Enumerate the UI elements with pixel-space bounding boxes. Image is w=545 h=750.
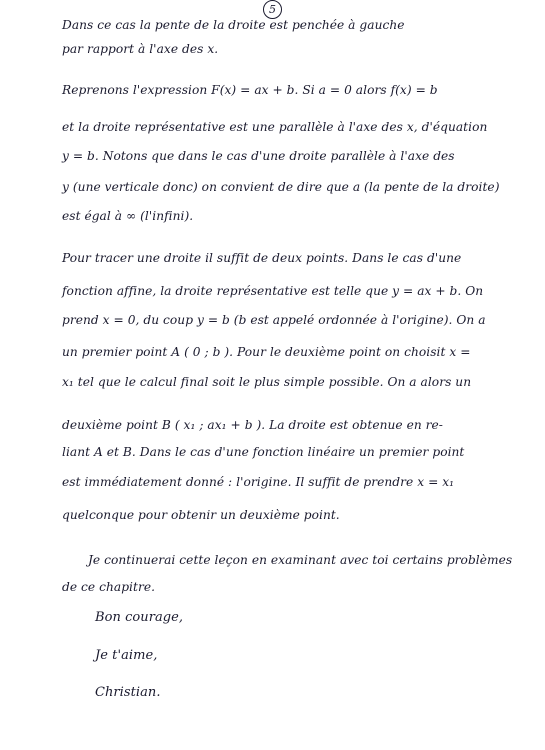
- text-line: et la droite représentative est une parallèle à l'axe des x, d'équation: [62, 120, 488, 134]
- text-line: Je continuerai cette leçon en examinant avec toi certains problèmes: [88, 553, 513, 567]
- text-line: prend x = 0, du coup y = b (b est appelé ordonnée à l'origine). On a: [62, 313, 486, 327]
- text-line: deuxième point B ( x₁ ; ax₁ + b ). La droite est obtenue en re-: [62, 418, 443, 432]
- text-line: par rapport à l'axe des x.: [62, 42, 219, 56]
- text-line: Pour tracer une droite il suffit de deux points. Dans le cas d'une: [62, 251, 462, 265]
- text-line: est immédiatement donné : l'origine. Il suffit de prendre x = x₁: [62, 475, 455, 489]
- text-line: un premier point A ( 0 ; b ). Pour le deuxième point on choisit x =: [62, 345, 471, 359]
- text-line: liant A et B. Dans le cas d'une fonction linéaire un premier point: [62, 445, 465, 459]
- text-line: est égal à ∞ (l'infini).: [62, 209, 194, 223]
- text-line: y = b. Notons que dans le cas d'une droite parallèle à l'axe des: [62, 149, 455, 163]
- text-line: y (une verticale donc) on convient de dire que a (la pente de la droite): [62, 180, 500, 194]
- text-line: Dans ce cas la pente de la droite est penchée à gauche: [62, 18, 405, 32]
- text-line: fonction affine, la droite représentative est telle que y = ax + b. On: [62, 284, 484, 298]
- text-line: quelconque pour obtenir un deuxième point.: [62, 508, 340, 522]
- closing-line: Bon courage,: [95, 610, 184, 625]
- text-line: Reprenons l'expression F(x) = ax + b. Si a = 0 alors f(x) = b: [62, 83, 438, 97]
- text-line: de ce chapitre.: [62, 580, 156, 594]
- page-number: 5: [263, 0, 282, 19]
- closing-line: Je t'aime,: [95, 648, 158, 663]
- signature: Christian.: [95, 685, 161, 700]
- text-line: x₁ tel que le calcul final soit le plus simple possible. On a alors un: [62, 375, 472, 389]
